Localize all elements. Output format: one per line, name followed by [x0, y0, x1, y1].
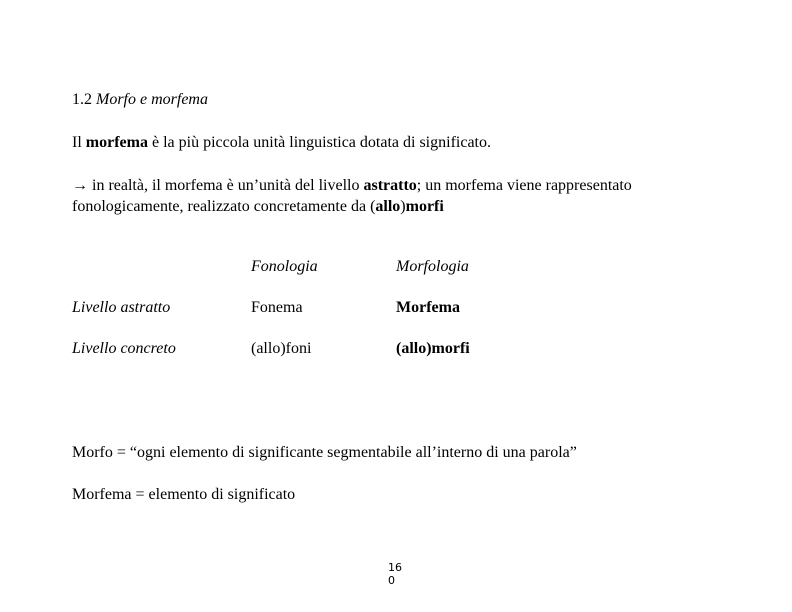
section-number: 1.2	[72, 91, 92, 108]
morfema-short-definition: Morfema = elemento di significato	[72, 486, 296, 503]
page-number-line-2: 0	[388, 574, 395, 587]
page-number-line-1: 16	[388, 561, 402, 574]
table-row-label-concreto: Livello concreto	[72, 340, 176, 357]
morfo-definition: Morfo = “ogni elemento di significante segmentabile all’interno di una parola”	[72, 444, 577, 461]
page-number	[388, 561, 408, 587]
right-arrow-icon: →	[72, 177, 88, 194]
note-line2-paren: )	[400, 198, 406, 215]
table-cell-fonema: Fonema	[251, 299, 303, 316]
note-line2-bold-morfi: morfi	[405, 198, 444, 215]
table-cell-allomorfi: (allo)morfi	[396, 340, 470, 357]
note-line1-bold: astratto	[363, 177, 417, 194]
morfema-definition	[72, 133, 491, 153]
section-heading	[72, 90, 208, 110]
note-line-1	[72, 176, 632, 196]
table-cell-allofoni: (allo)foni	[251, 340, 312, 357]
note-line2-text: fonologicamente, realizzato concretamente da (	[72, 198, 376, 215]
definition-term: morfema	[85, 134, 148, 151]
definition-prefix: Il	[72, 134, 86, 151]
table-cell-morfema: Morfema	[396, 299, 460, 316]
table-header-fonologia: Fonologia	[251, 258, 318, 275]
table-row-label-astratto: Livello astratto	[72, 299, 171, 316]
note-line2-bold-allo: allo	[375, 198, 401, 215]
table-header-morfologia: Morfologia	[396, 258, 469, 275]
definition-rest: è la più piccola unità linguistica dotata di significato.	[147, 134, 491, 151]
note-line1-end: ; un morfema viene rappresentato	[416, 177, 632, 194]
note-line-2	[72, 197, 444, 217]
note-line1-text: in realtà, il morfema è un’unità del livello	[88, 177, 364, 194]
section-title: Morfo e morfema	[96, 91, 208, 108]
